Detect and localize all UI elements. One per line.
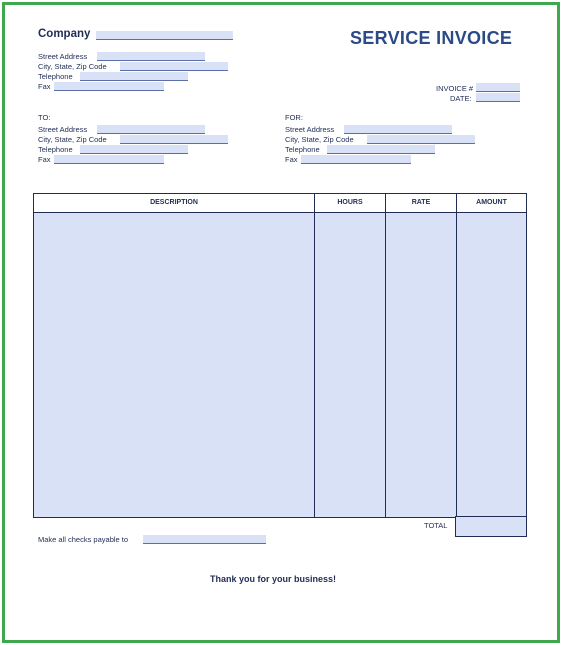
company-fax-field[interactable] [54,82,164,91]
checks-payable-label: Make all checks payable to [38,535,129,544]
company-label: Company [38,28,91,40]
rate-column-field[interactable] [386,213,457,517]
column-header-amount: AMOUNT [476,199,507,206]
to-fax-field[interactable] [54,155,164,164]
to-city-field[interactable] [120,135,228,144]
to-street-field[interactable] [97,125,205,134]
company-city-field[interactable] [120,62,228,71]
column-header-description: DESCRIPTION [34,194,315,212]
for-street-field[interactable] [344,125,452,134]
total-amount-field[interactable] [455,516,527,537]
hours-column-field[interactable] [315,213,386,517]
total-label: TOTAL [424,521,448,530]
for-heading: FOR: [285,113,303,122]
company-city-label: City, State, Zip Code [38,62,107,71]
invoice-number-label: INVOICE # [436,84,474,93]
to-fax-label: Fax [38,155,51,164]
for-city-label: City, State, Zip Code [285,135,354,144]
to-street-label: Street Address [38,125,88,134]
to-telephone-field[interactable] [80,145,188,154]
company-street-field[interactable] [97,52,205,61]
for-telephone-label: Telephone [285,145,320,154]
amount-column-field[interactable] [457,213,526,517]
for-telephone-field[interactable] [327,145,435,154]
thank-you-message: Thank you for your business! [210,574,337,584]
for-fax-label: Fax [285,155,298,164]
invoice-title: SERVICE INVOICE [350,28,513,48]
date-field[interactable] [476,93,520,102]
for-city-field[interactable] [367,135,475,144]
line-items-table [33,193,527,518]
checks-payable-field[interactable] [143,535,266,544]
for-street-label: Street Address [285,125,335,134]
company-telephone-field[interactable] [80,72,188,81]
for-fax-field[interactable] [301,155,411,164]
to-heading: TO: [38,113,51,122]
date-label: DATE: [450,94,472,103]
company-fax-label: Fax [38,82,51,91]
description-column-field[interactable] [34,213,315,517]
company-telephone-label: Telephone [38,72,73,81]
to-city-label: City, State, Zip Code [38,135,107,144]
company-name-field[interactable] [96,31,233,40]
to-telephone-label: Telephone [38,145,73,154]
column-header-hours: HOURS [315,194,386,212]
company-street-label: Street Address [38,52,88,61]
column-header-rate: RATE [386,194,457,212]
invoice-number-field[interactable] [476,83,520,92]
